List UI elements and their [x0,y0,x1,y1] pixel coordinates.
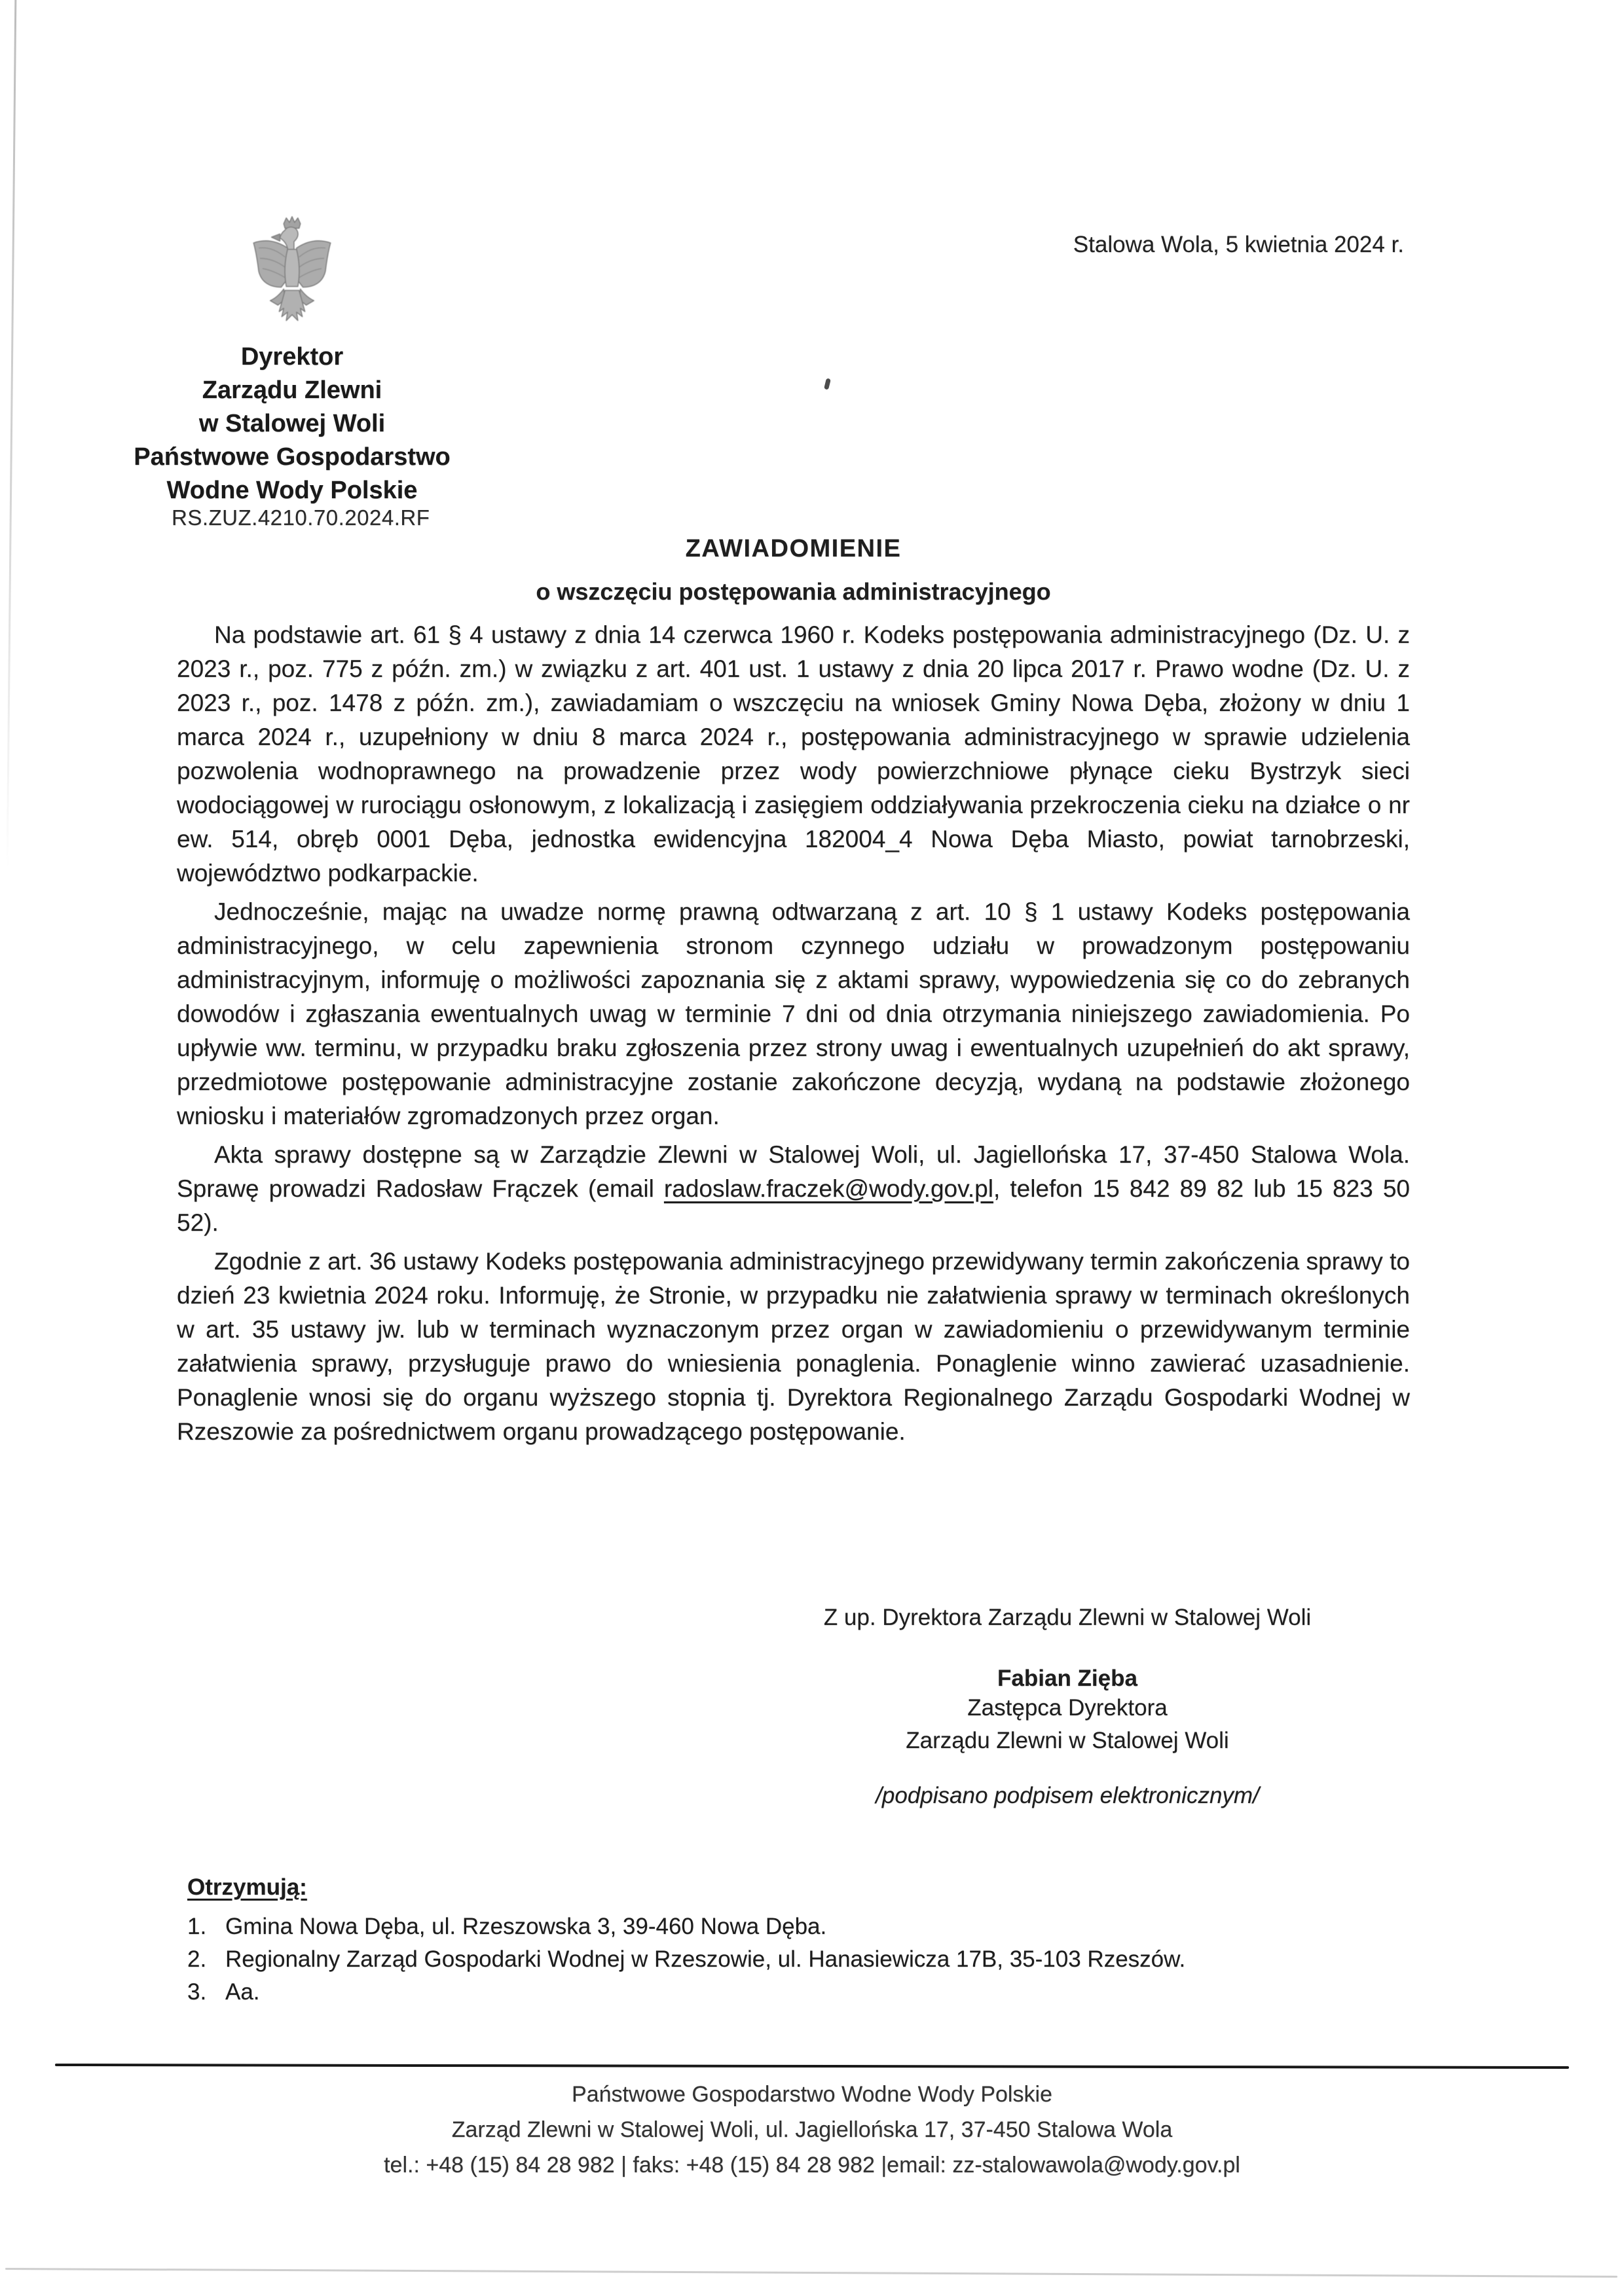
case-reference-number: RS.ZUZ.4210.70.2024.RF [172,505,430,530]
case-files-text: Akta sprawy dostępne są w Zarządzie Zlewni w Stalowej Woli, ul. Jagiellońska 17, 37-450 Stalowa Wola. Sprawę prowadzi Radosław Frączek (email [177,1141,1410,1202]
polish-eagle-emblem-icon [250,215,334,337]
item-number: 2. [187,1946,207,1972]
letterhead-line: Dyrektor [240,343,344,371]
title-main: ZAWIADOMIENIE [685,535,902,562]
paragraph-legal-basis: Na podstawie art. 61 § 4 ustawy z dnia 14 czerwca 1960 r. Kodeks postępowania administracyjnego (Dz. U. z 2023 r., poz. 775 z późn. zm.) w związku z art. 401 ust. 1 ustawy z dnia 20 lipca 2017 r. Prawo wodne (Dz. U. z 2023 r., poz. 1478 z późn. zm.), zawiadamiam o wszczęciu na wniosek Gminy Nowa Dęba, złożony w dniu 1 marca 2024 r., uzupełniony w dniu 8 marca 2024 r., postępowania administracyjnego w sprawie udzielenia pozwolenia wodnoprawnego na prowadzenie przez wody powierzchniowe płynące cieku Bystrzyk sieci wodociągowej w rurociągu osłonowym, z lokalizacją i zasięgiem oddziaływania przekroczenia cieku na działce o nr ew. 514, obręb 0001 Dęba, jednostka ewidencyjna 182004_4 Nowa Dęba Miasto, powiat tarnobrzeski, województwo podkarpackie. [177,621,1410,886]
item-text: Aa. [225,1979,260,2005]
signature-block [737,1603,1398,1810]
letterhead [0,215,584,507]
paragraph-case-files [177,1138,1410,1240]
paragraph-party-rights: Jednocześnie, mając na uwadze normę prawną odtwarzaną z art. 10 § 1 ustawy Kodeks postępowania administracyjnego, w celu zapewnienia stronom czynnego udziału w prowadzonym postępowaniu administracyjnym, informuję o możliwości zapoznania się z aktami sprawy, wypowiedzenia się co do zebranych dowodów i zgłaszania ewentualnych uwag w terminie 7 dni od dnia otrzymania niniejszego zawiadomienia. Po upływie ww. terminu, w przypadku braku zgłoszenia przez strony uwag i ewentualnych uzupełnień do akt sprawy, przedmiotowe postępowanie administracyjne zostanie zakończone decyzją, wydaną na podstawie złożonego wniosku i materiałów zgromadzonych przez organ. [177,898,1410,1129]
item-text: Regionalny Zarząd Gospodarki Wodnej w Rzeszowie, ul. Hanasiewicza 17B, 35-103 Rzeszów. [225,1946,1186,1972]
footer-contact: tel.: +48 (15) 84 28 982 | faks: +48 (15) 84 28 982 |email: zz-stalowawola@wody.gov.pl [384,2153,1240,2178]
signatory-organization: Zarządu Zlewni w Stalowej Woli [906,1728,1229,1753]
signature-on-behalf: Z up. Dyrektora Zarządu Zlewni w Stalowej Woli [823,1605,1312,1630]
signatory-name: Fabian Zięba [997,1666,1137,1691]
title-subtitle: o wszczęciu postępowania administracyjnego [536,578,1051,605]
distribution-item [187,1976,1185,2009]
item-number: 1. [187,1914,207,1939]
footer-organization: Państwowe Gospodarstwo Wodne Wody Polskie [572,2082,1052,2107]
distribution-item [187,1910,1185,1943]
case-files-phone-text: , telefon 15 842 89 82 lub 15 823 50 52). [177,1175,1410,1236]
letterhead-line: Państwowe Gospodarstwo [134,443,451,471]
distribution-item [187,1943,1185,1976]
item-number: 3. [187,1979,207,2005]
document-body [177,618,1410,1453]
date-line: Stalowa Wola, 5 kwietnia 2024 r. [1073,232,1404,257]
footer-address: Zarząd Zlewni w Stalowej Woli, ul. Jagiellońska 17, 37-450 Stalowa Wola [451,2117,1173,2142]
letterhead-line: w Stalowej Woli [198,410,386,437]
item-text: Gmina Nowa Dęba, ul. Rzeszowska 3, 39-460 Nowa Dęba. [225,1914,827,1939]
signatory-role: Zastępca Dyrektora [967,1695,1168,1721]
case-officer-email-link[interactable]: radoslaw.fraczek@wody.gov.pl [663,1175,993,1202]
document-title [177,536,1410,606]
scan-speck-artifact [824,378,831,390]
scan-bottom-artifact [5,2268,1617,2278]
electronic-signature-note: /podpisano podpisem elektronicznym/ [876,1783,1259,1808]
letterhead-line: Wodne Wody Polskie [166,477,418,504]
footer-divider [55,2064,1569,2069]
distribution-heading: Otrzymują: [187,1874,307,1900]
distribution-list [187,1871,1185,2009]
letterhead-line: Zarządu Zlewni [202,376,382,404]
paragraph-deadline: Zgodnie z art. 36 ustawy Kodeks postępowania administracyjnego przewidywany termin zakończenia sprawy to dzień 23 kwietnia 2024 roku. Informuję, że Stronie, w przypadku nie załatwienia sprawy w terminach określonych w art. 35 ustawy jw. lub w terminach wyznaczonym przez organ w zawiadomieniu o przewidywanym terminie załatwienia sprawy, przysługuje prawo do wniesienia ponaglenia. Ponaglenie winno zawierać uzasadnienie. Ponaglenie wnosi się do organu wyższego stopnia tj. Dyrektora Regionalnego Zarządu Gospodarki Wodnej w Rzeszowie za pośrednictwem organu prowadzącego postępowanie. [177,1248,1410,1445]
footer [0,2082,1624,2188]
